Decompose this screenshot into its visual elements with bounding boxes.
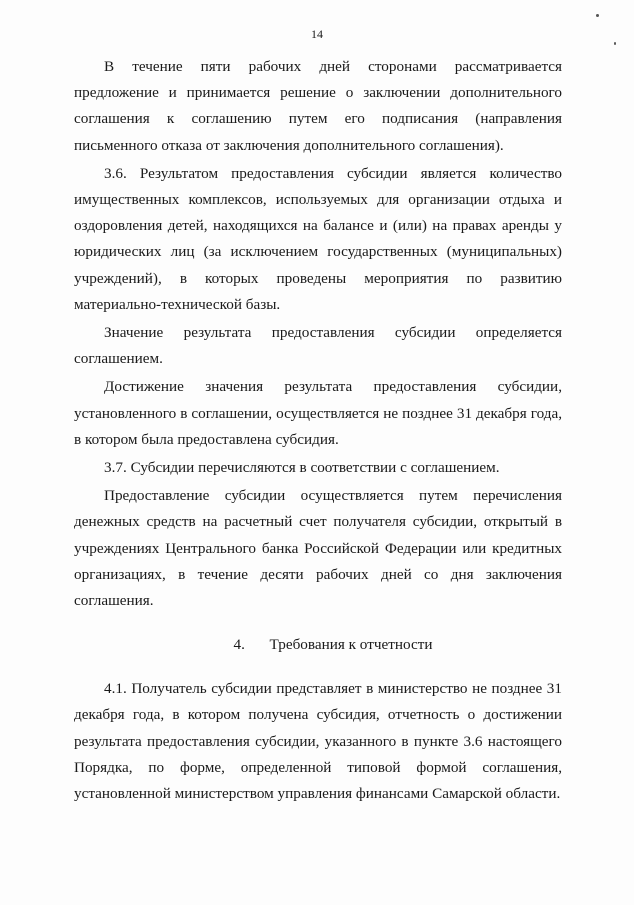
paragraph-3-7: 3.7. Субсидии перечисляются в соответствии с соглашением.: [104, 459, 500, 477]
paragraph: В течение пяти рабочих дней сторонами рассматривается предложение и принимается решение о заключении дополнительного соглашения к соглашению путем его подписания (направления письменного отказа от заключения дополнительного соглашения).: [74, 58, 562, 154]
document-body: [74, 54, 562, 807]
section-number: 4.: [233, 636, 245, 654]
paragraph-3-6: 3.6. Результатом предоставления субсидии является количество имущественных комплексов, используемых для организации отдыха и оздоровления детей, находящихся на балансе и (или) на правах аренды у юридических лиц (за исключением государственных (муниципальных) учреждений), в которых проведены мероприятия по развитию материально-технической базы.: [74, 164, 562, 313]
scan-speck: [614, 42, 616, 45]
paragraph: Значение результата предоставления субсидии определяется соглашением.: [74, 324, 562, 368]
page-number: 14: [311, 27, 323, 41]
section-title: Требования к отчетности: [269, 636, 433, 654]
section-heading: [74, 632, 562, 658]
paragraph: Достижение значения результата предоставления субсидии, установленного в соглашении, осуществляется не позднее 31 декабря года, в котором была предоставлена субсидия.: [74, 378, 562, 448]
paragraph-4-1: 4.1. Получатель субсидии представляет в министерство не позднее 31 декабря года, в котором получена субсидия, отчетность о достижении результата предоставления субсидии, указанного в пункте 3.6 настоящего Порядка, по форме, определенной типовой формой соглашения, установленной министерством управления финансами Самарской области.: [74, 680, 562, 803]
paragraph: Предоставление субсидии осуществляется путем перечисления денежных средств на расчетный счет получателя субсидии, открытый в учреждениях Центрального банка Российской Федерации или кредитных организациях, в течение десяти рабочих дней со дня заключения соглашения.: [74, 487, 562, 610]
scan-speck: [596, 14, 599, 17]
